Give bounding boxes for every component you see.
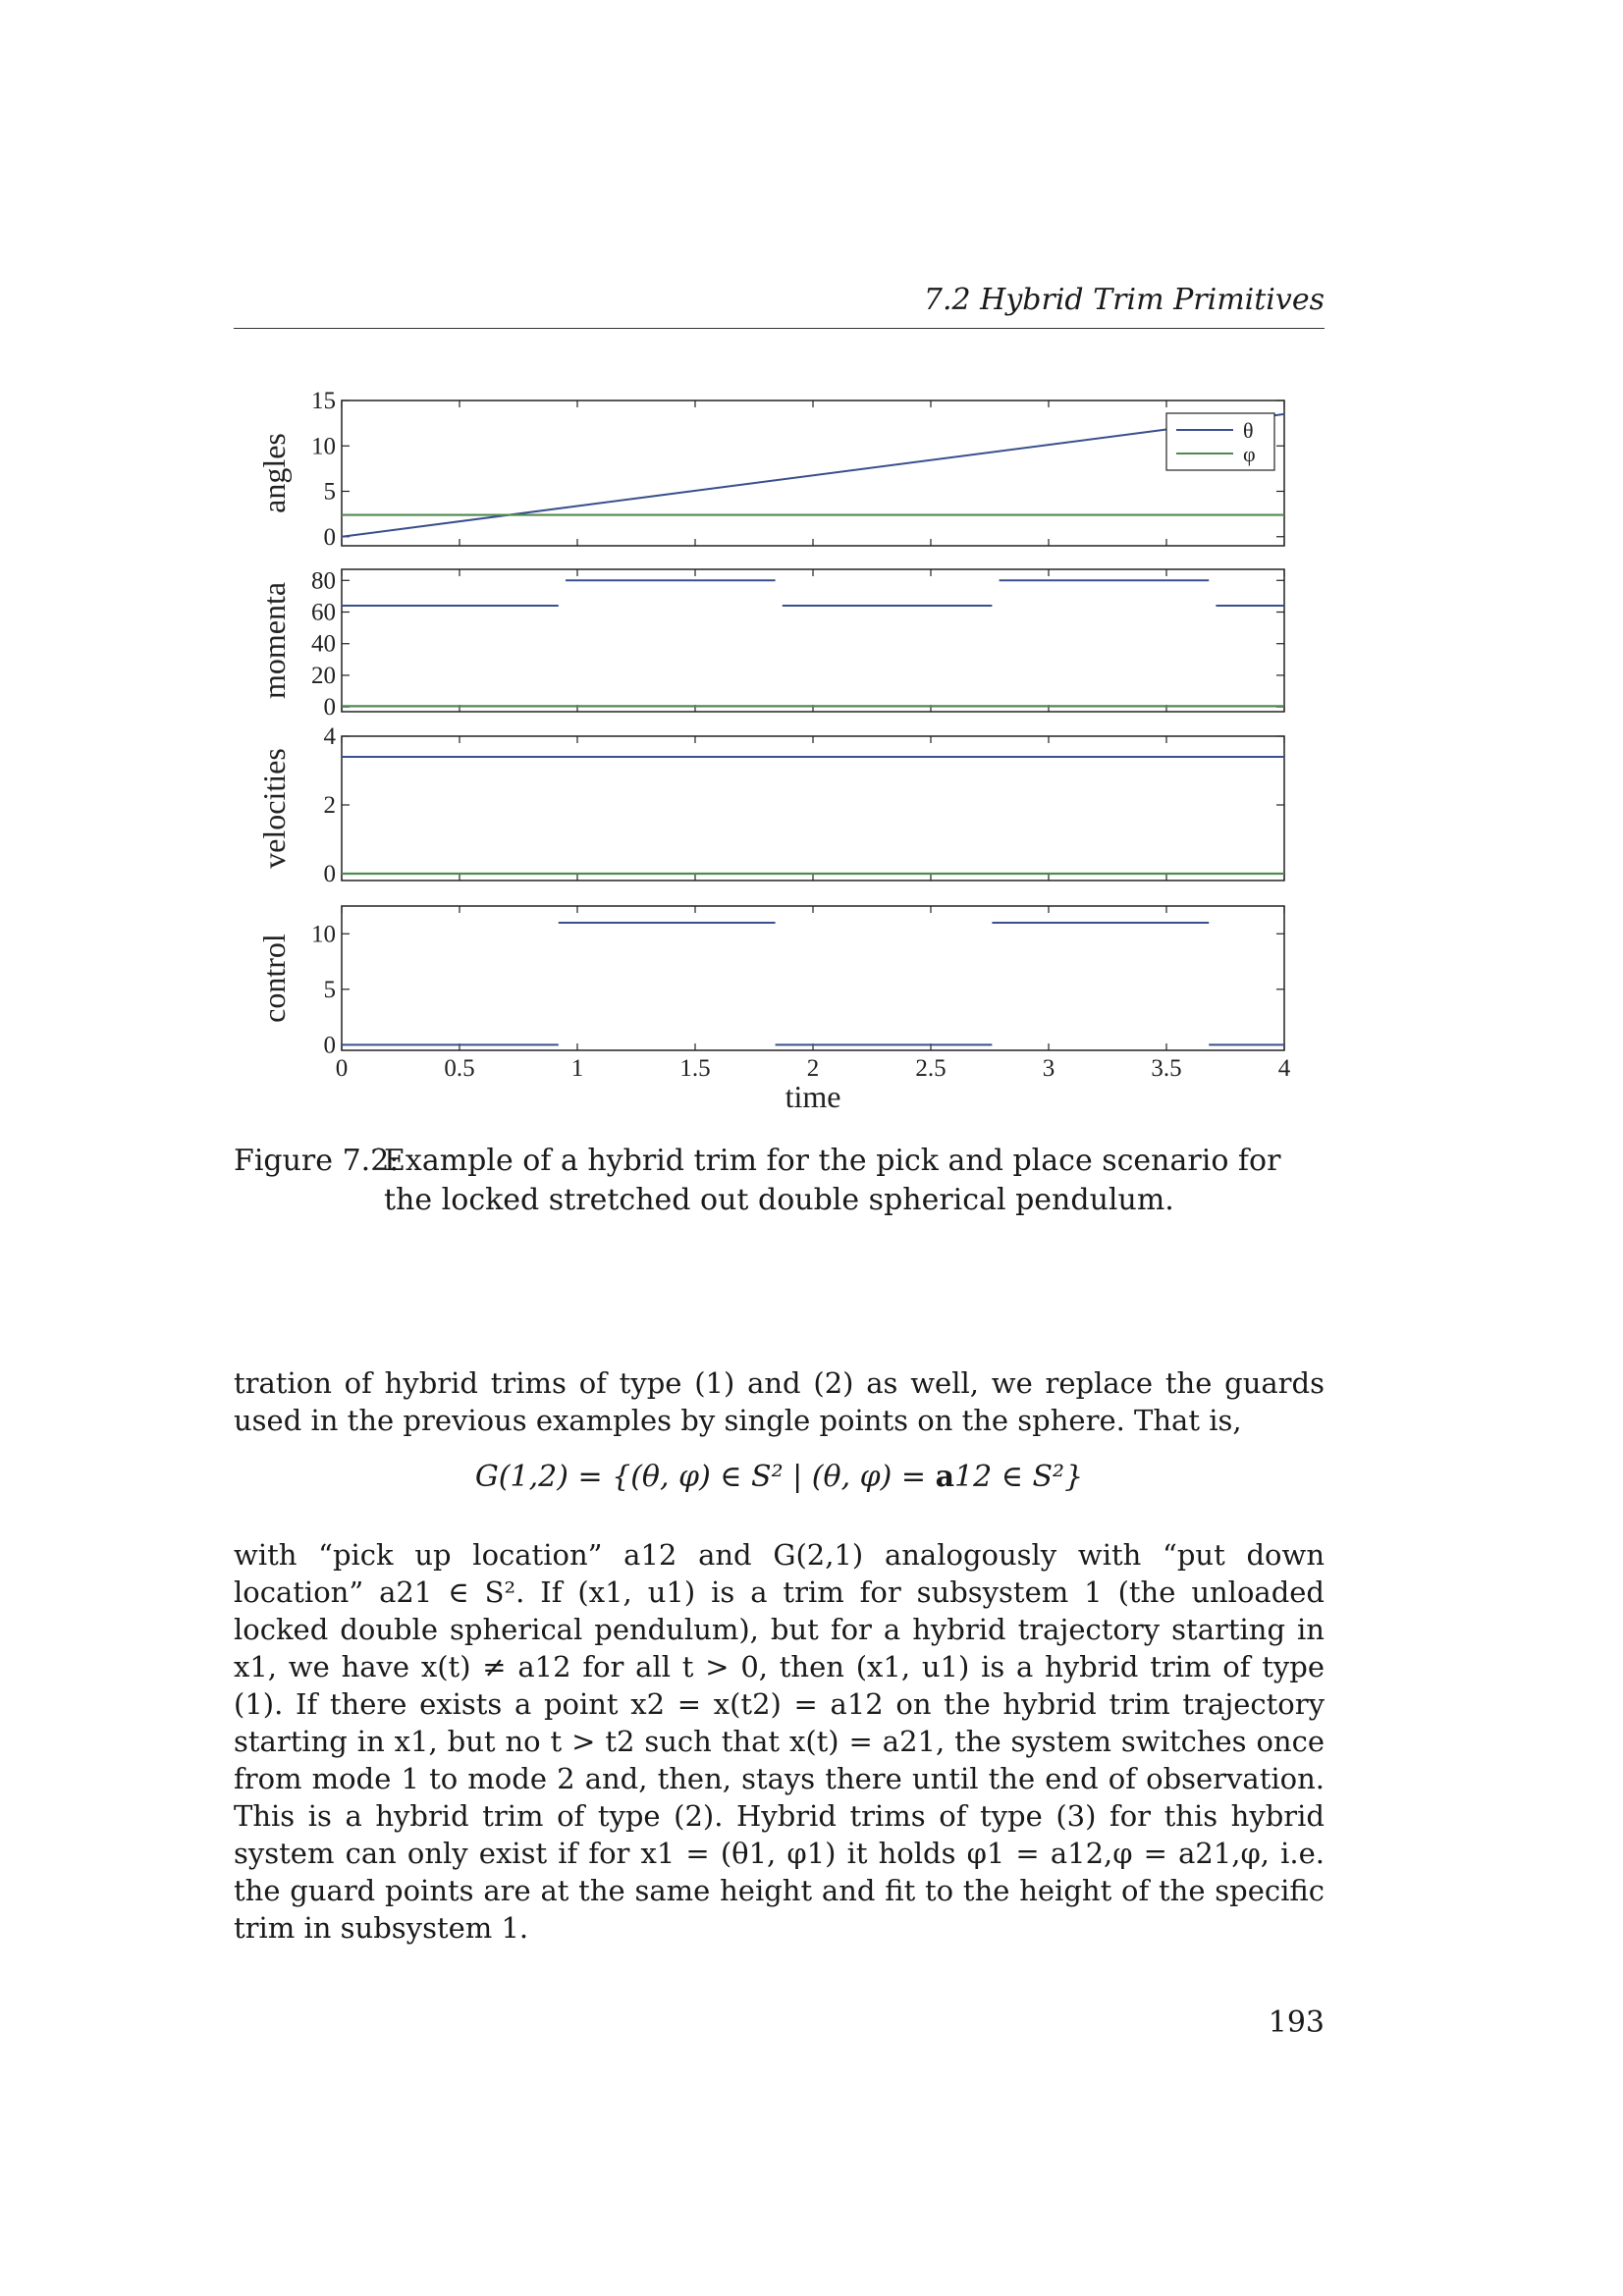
- x-tick-label: 1: [570, 1055, 584, 1082]
- caption-text: Example of a hybrid trim for the pick and place scenario for the locked stretched out double spherical pendulum.: [384, 1144, 1281, 1217]
- figure-7-2-chart: [234, 373, 1325, 1139]
- axes-frame-angles: [342, 400, 1284, 546]
- axes-frame-momenta: [342, 569, 1284, 712]
- y-tick-label: 60: [311, 599, 336, 626]
- y-tick-label: 10: [311, 433, 336, 460]
- y-tick-label: 5: [323, 976, 336, 1003]
- equation-guard: [234, 1460, 1325, 1494]
- y-tick-label: 0: [323, 523, 336, 551]
- y-tick-label: 0: [323, 694, 336, 721]
- x-tick-label: 0.5: [444, 1055, 475, 1082]
- y-tick-label: 0: [323, 1032, 336, 1059]
- legend-label-theta: θ: [1243, 418, 1254, 443]
- x-tick-label: 1.5: [679, 1055, 711, 1082]
- y-axis-label-velocities: velocities: [256, 748, 292, 869]
- y-tick-label: 20: [311, 662, 336, 689]
- y-axis-label-momenta: momenta: [256, 581, 292, 700]
- series-line-angles-theta: [342, 414, 1284, 537]
- y-tick-label: 10: [311, 921, 336, 948]
- y-tick-label: 5: [323, 478, 336, 506]
- equation-rhs: 12 ∈ S²}: [954, 1460, 1084, 1494]
- y-tick-label: 80: [311, 567, 336, 595]
- x-tick-label: 0: [335, 1055, 349, 1082]
- x-tick-label: 3.5: [1151, 1055, 1182, 1082]
- axes-frame-velocities: [342, 736, 1284, 881]
- y-axis-label-control: control: [256, 934, 292, 1023]
- y-tick-label: 0: [323, 861, 336, 887]
- x-tick-label: 2: [806, 1055, 820, 1082]
- y-tick-label: 15: [311, 388, 336, 414]
- caption-label: Figure 7.2:: [234, 1144, 400, 1178]
- axes-frame-control: [342, 906, 1284, 1050]
- legend-box: [1166, 413, 1274, 470]
- equation-lhs: G(1,2) = {(θ, φ) ∈ S² | (θ, φ) =: [474, 1460, 936, 1494]
- y-tick-label: 4: [323, 723, 336, 750]
- x-tick-label: 2.5: [915, 1055, 947, 1082]
- legend-label-phi: φ: [1243, 442, 1256, 466]
- y-tick-label: 40: [311, 630, 336, 658]
- running-header-title: 7.2 Hybrid Trim Primitives: [923, 283, 1325, 317]
- y-tick-label: 2: [323, 792, 336, 819]
- body-paragraph-1: tration of hybrid trims of type (1) and (2) as well, we replace the guards used in the previous examples by single points on the sphere. That is,: [234, 1366, 1325, 1437]
- header-rule: [234, 328, 1325, 329]
- x-tick-label: 3: [1042, 1055, 1055, 1082]
- equation-bold-a: a: [935, 1460, 955, 1494]
- y-axis-label-angles: angles: [256, 433, 292, 513]
- x-tick-label: 4: [1277, 1055, 1291, 1082]
- page-number: 193: [1268, 2005, 1325, 2040]
- body-paragraph-2: with “pick up location” a12 and G(2,1) analogously with “put down location” a21 ∈ S². If (x1, u1) is a trim for subsystem 1 (the unloaded locked double spherical pendulum), but for a hybrid trajectory starting in x1, we have x(t) ≠ a12 for all t > 0, then (x1, u1) is a hybrid trim of type (1). If there exists a point x2 = x(t2) = a12 on the hybrid trim trajectory starting in x1, but no t > t2 such that x(t) = a21, the system switches once from mode 1 to mode 2 and, then, stays there until the end of observation. This is a hybrid trim of type (2). Hybrid trims of type (3) for this hybrid system can only exist if for x1 = (θ1, φ1) it holds φ1 = a12,φ = a21,φ, i.e. the guard points are at the same height and fit to the height of the specific trim in subsystem 1.: [234, 1538, 1325, 1945]
- x-axis-label: time: [784, 1079, 841, 1114]
